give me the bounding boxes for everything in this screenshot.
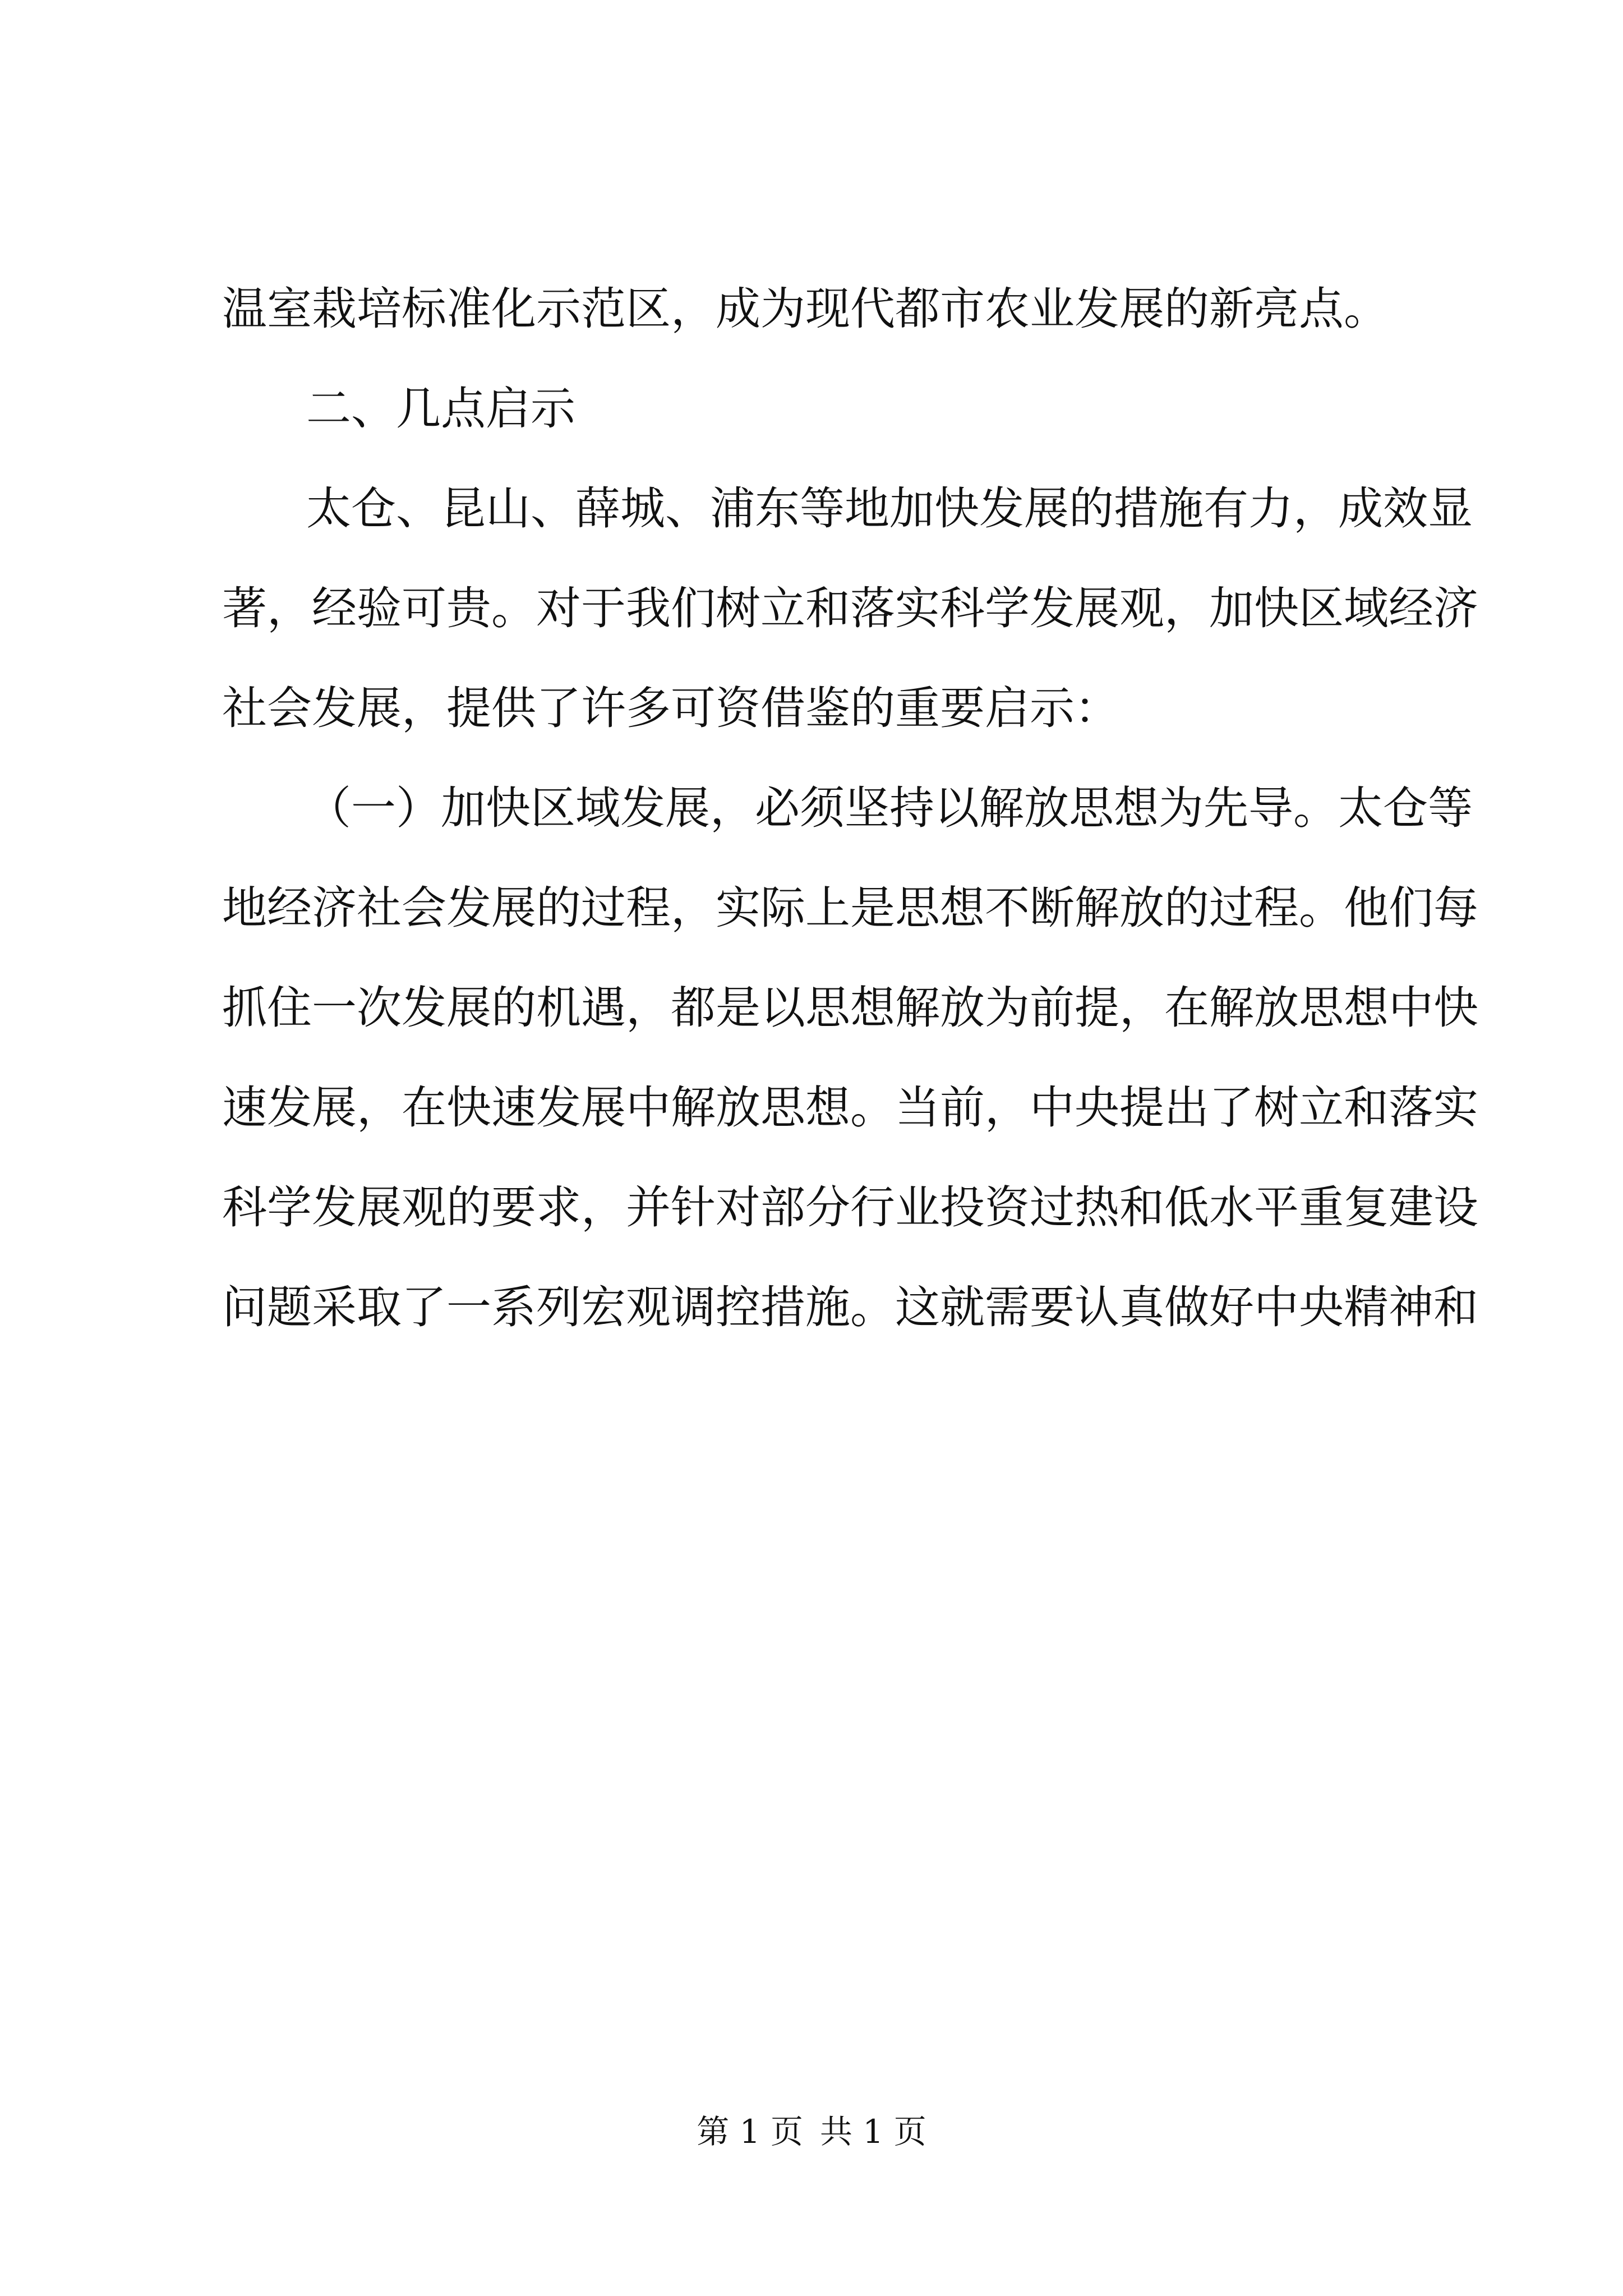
subsection-line: （一）加快区域发展，必须坚持以解放思想为先导。太仓等 [306,782,1473,834]
text-line: 温室栽培标准化示范区，成为现代都市农业发展的新亮点。 [222,283,1389,335]
text-line: 著，经验可贵。对于我们树立和落实科学发展观，加快区域经济 [222,582,1478,634]
text-line: 太仓、昆山、薛城、浦东等地加快发展的措施有力，成效显 [306,482,1473,535]
text-line: 科学发展观的要求，并针对部分行业投资过热和低水平重复建设 [222,1181,1478,1234]
page-total: 共 1 页 [820,2113,926,2151]
text-line: 抓住一次发展的机遇，都是以思想解放为前提，在解放思想中快 [222,982,1478,1034]
text-line: 问题采取了一系列宏观调控措施。这就需要认真做好中央精神和 [222,1281,1478,1333]
text-line: 速发展，在快速发展中解放思想。当前，中央提出了树立和落实 [222,1082,1478,1134]
section-heading: 二、几点启示 [306,383,575,435]
text-line: 地经济社会发展的过程，实际上是思想不断解放的过程。他们每 [222,882,1478,934]
text-line: 社会发展，提供了许多可资借鉴的重要启示： [222,682,1119,734]
page-number: 第 1 页 [697,2113,803,2151]
page-footer [0,2109,1623,2154]
body-text [222,259,1478,1358]
